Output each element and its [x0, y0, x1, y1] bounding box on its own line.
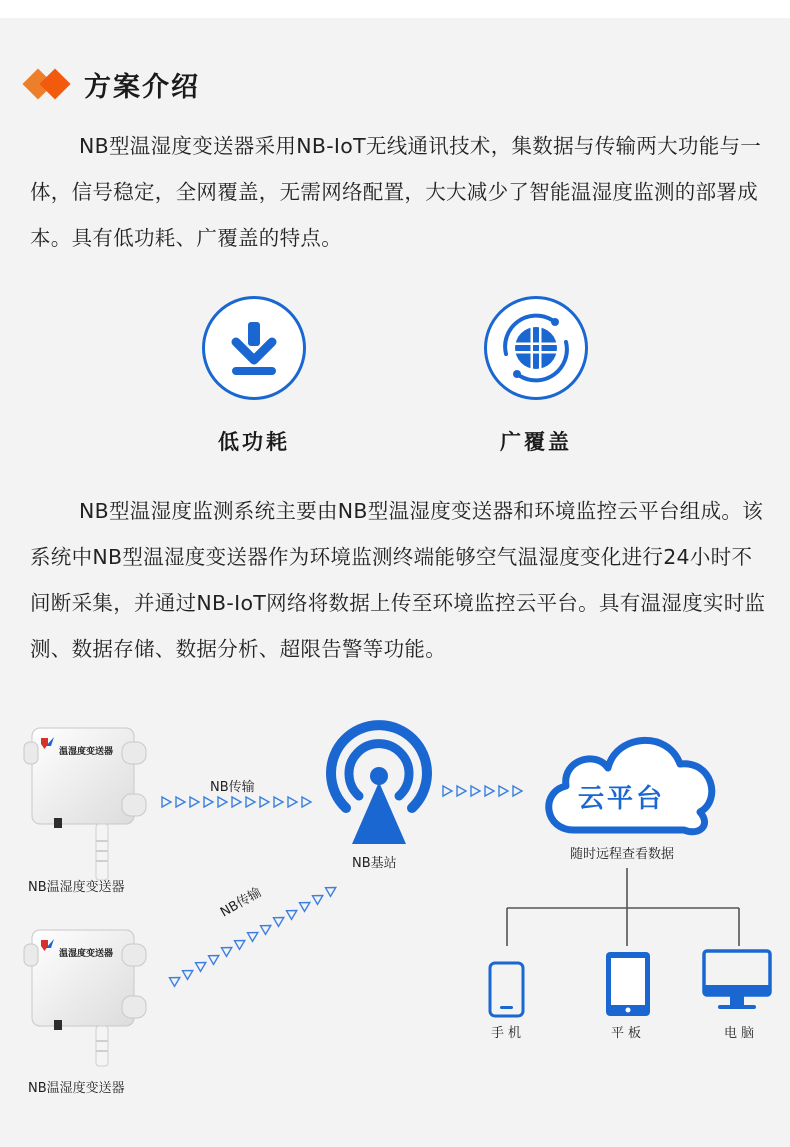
device-plate-text-1: 温湿度变送器: [59, 747, 114, 757]
base-station-label: NB基站: [352, 856, 397, 871]
phone-icon: [490, 963, 523, 1016]
feature-label: 广覆盖: [500, 430, 572, 454]
client-tree-lines: [507, 868, 739, 946]
link-arrows-cloud: [443, 786, 522, 796]
client-label-computer: 电脑: [724, 1026, 759, 1041]
base-station-icon: [331, 725, 427, 844]
download-icon: [202, 296, 306, 400]
link-label-top: NB传输: [210, 780, 255, 795]
intro-paragraph: NB型温湿度变送器采用NB-IoT无线通讯技术，集数据与传输两大功能与一体，信号稳定，全网覆盖，无需网络配置，大大减少了智能温湿度监测的部署成本。具有低功耗、广覆盖的特点。: [30, 134, 762, 250]
diamond-bullet-icon: [24, 64, 72, 104]
network-diagram: [0, 690, 790, 1130]
cloud-text: 云平台: [578, 784, 666, 814]
section-title: 方案介绍: [84, 71, 200, 103]
cloud-caption: 随时远程查看数据: [570, 847, 675, 862]
client-label-tablet: 平板: [611, 1026, 646, 1041]
globe-icon: [484, 296, 588, 400]
feature-wide-coverage: [456, 296, 616, 456]
device-plate-text-2: 温湿度变送器: [59, 949, 114, 959]
monitor-icon: [704, 951, 770, 1009]
system-paragraph: NB型温湿度监测系统主要由NB型温湿度变送器和环境监控云平台组成。该系统中NB型温湿度变送器作为环境监测终端能够空气温湿度变化进行24小时不间断采集，并通过NB-IoT网络将数据上传至环境监控云平台。具有温湿度实时监测、数据存储、数据分析、超限告警等功能。: [30, 499, 766, 661]
tablet-icon: [606, 952, 650, 1016]
device-label-1: NB温湿度变送器: [28, 880, 125, 895]
client-label-phone: 手机: [491, 1026, 526, 1041]
top-strip: [0, 0, 790, 18]
feature-low-power: [174, 296, 334, 456]
feature-label: 低功耗: [218, 430, 290, 454]
link-arrows-top: [162, 797, 311, 807]
section-header: [24, 64, 200, 104]
device-label-2: NB温湿度变送器: [28, 1081, 125, 1096]
link-label-bottom: NB传输: [218, 885, 265, 921]
